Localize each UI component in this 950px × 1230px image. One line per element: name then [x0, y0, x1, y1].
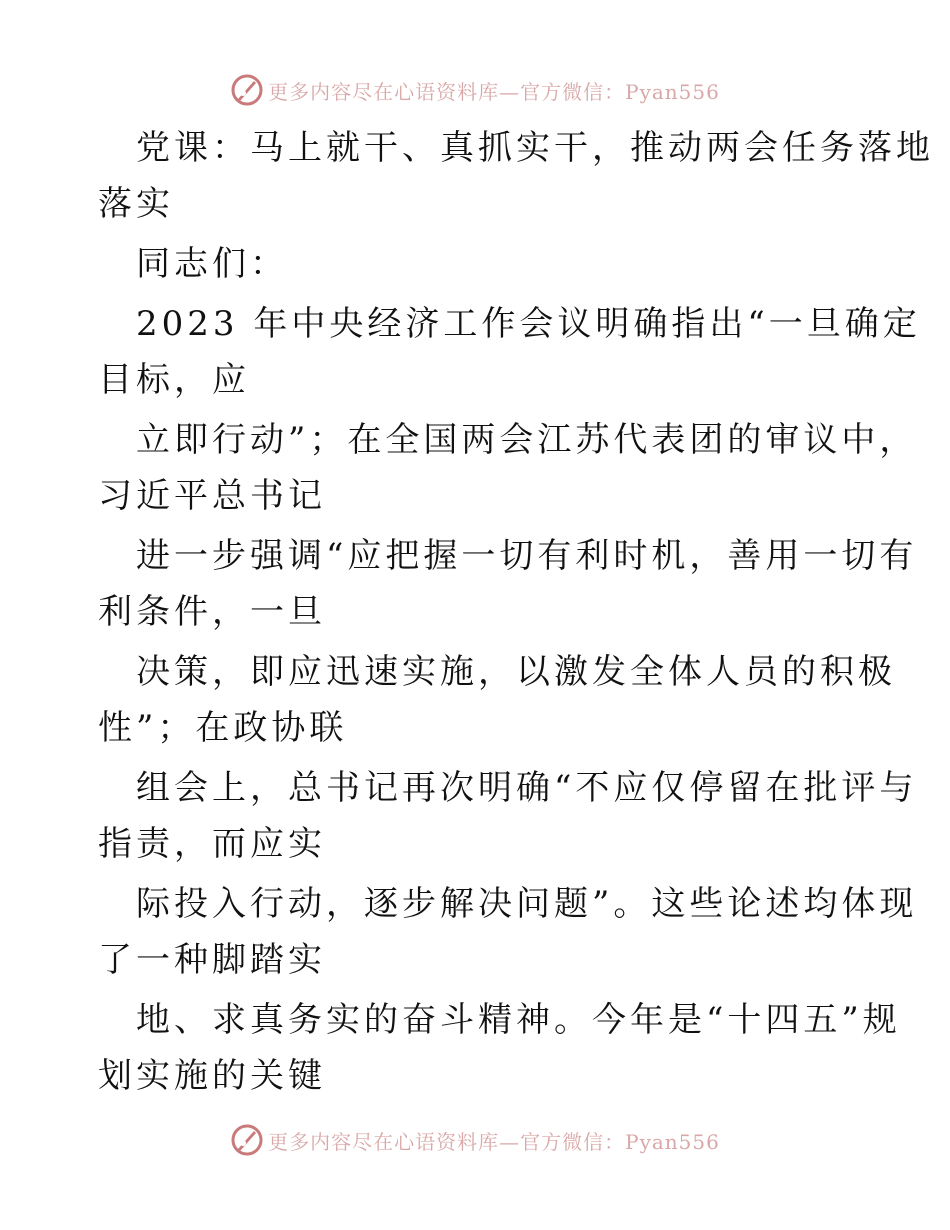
paragraph-line: 划实施的关键	[98, 1056, 326, 1096]
watermark-text: 更多内容尽在心语资料库—官方微信：Pyan556	[268, 1129, 720, 1154]
paragraph-line: 目标，应	[98, 360, 250, 400]
paragraph-line: 立即行动”；在全国两会江苏代表团的审议中，	[136, 420, 918, 460]
title-line-1: 党课：马上就干、真抓实干，推动两会任务落地	[136, 128, 934, 168]
paragraph-line: 习近平总书记	[98, 476, 326, 516]
title-line-2: 落实	[98, 184, 174, 224]
salutation: 同志们：	[136, 244, 288, 284]
paragraph-line: 指责，而应实	[98, 824, 326, 864]
header-watermark	[0, 70, 950, 110]
paragraph-line: 地、求真务实的奋斗精神。今年是“十四五”规	[136, 1000, 901, 1040]
paragraph-line: 组会上，总书记再次明确“不应仅停留在批评与	[136, 768, 918, 808]
watermark-text: 更多内容尽在心语资料库—官方微信：Pyan556	[268, 79, 720, 104]
paragraph-line: 际投入行动，逐步解决问题”。这些论述均体现	[136, 884, 918, 924]
paragraph-line: 决策，即应迅速实施，以激发全体人员的积极	[136, 652, 896, 692]
feather-pen-logo-icon	[230, 73, 264, 107]
paragraph-line: 进一步强调“应把握一切有利时机，善用一切有	[136, 536, 918, 576]
paragraph-line: 性”；在政协联	[98, 708, 348, 748]
paragraph-line: 了一种脚踏实	[98, 940, 326, 980]
footer-watermark	[0, 1120, 950, 1160]
paragraph-line: 2023 年中央经济工作会议明确指出“一旦确定	[136, 304, 921, 344]
paragraph-line: 利条件，一旦	[98, 592, 326, 632]
feather-pen-logo-icon	[230, 1123, 264, 1157]
